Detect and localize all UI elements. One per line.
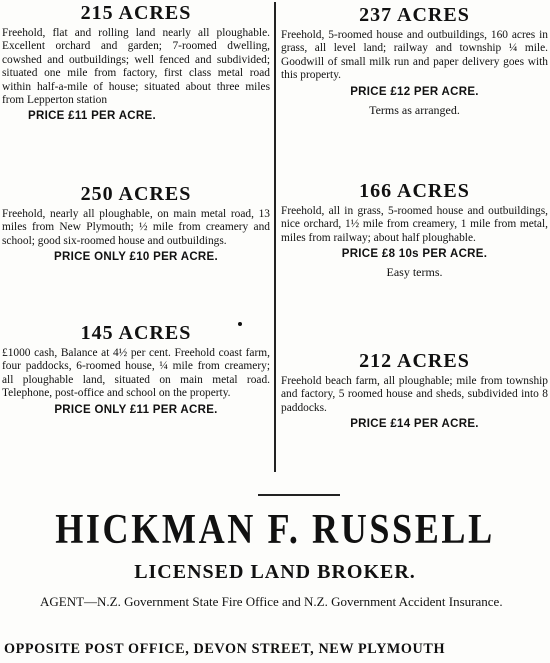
listing-description: Freehold, 5-roomed house and outbuildings, 160 acres in grass, all level land; railway and township ¼ mile. Goodwill of small milk run and paper delivery goes with this property. — [281, 29, 548, 82]
listing-heading: 215 ACRES — [80, 2, 192, 24]
listing-terms: Terms as arranged. — [369, 102, 460, 117]
listing-price: PRICE £11 PER ACRE. — [28, 110, 156, 123]
listing-price: PRICE £14 PER ACRE. — [350, 418, 479, 431]
ink-speck — [238, 322, 242, 326]
listing-price: PRICE ONLY £10 PER ACRE. — [54, 251, 218, 264]
advertiser-block — [0, 506, 550, 657]
column-divider — [274, 2, 276, 472]
listing-212-acres — [281, 350, 548, 432]
listing-heading: 237 ACRES — [359, 4, 470, 26]
section-divider — [258, 494, 340, 496]
listing-price: PRICE £12 PER ACRE. — [350, 85, 479, 98]
listing-250-acres — [2, 183, 270, 265]
listing-heading: 145 ACRES — [80, 322, 192, 344]
listing-price: PRICE £8 10s PER ACRE. — [341, 248, 488, 261]
listing-heading: 250 ACRES — [80, 183, 192, 205]
advertiser-name: HICKMAN F. RUSSELL — [55, 507, 495, 553]
listing-heading: 166 ACRES — [359, 180, 470, 202]
listing-price: PRICE ONLY £11 PER ACRE. — [54, 403, 218, 416]
listing-237-acres — [281, 4, 548, 118]
office-address: OPPOSITE POST OFFICE, DEVON STREET, NEW PLYMOUTH — [4, 641, 446, 657]
listing-description: £1000 cash, Balance at 4½ per cent. Freehold coast farm, four paddocks, 6-roomed house, ¼ mile from creamery; all ploughable land, situated on main metal road. Telephone, post-office and school on the property. — [2, 347, 270, 400]
agency-line: AGENT—N.Z. Government State Fire Office and N.Z. Government Accident Insurance. — [40, 594, 503, 609]
listing-description: Freehold, nearly all ploughable, on main metal road, 13 miles from New Plymouth; ½ mile from creamery and school; good six-roomed house and outbuildings. — [2, 208, 270, 247]
listing-description: Freehold, flat and rolling land nearly all ploughable. Excellent orchard and garden; 7-roomed dwelling, cowshed and outbuildings; well fenced and subdivided; situated one mile from factory, first class metal road within half-a-mile of house; situated about three miles from Lepperton station — [2, 27, 270, 107]
listing-145-acres — [2, 322, 270, 418]
listing-215-acres — [2, 2, 270, 124]
listing-heading: 212 ACRES — [359, 350, 470, 372]
listing-description: Freehold beach farm, all ploughable; mile from township and factory, 5 roomed house and sheds, subdivided into 8 paddocks. — [281, 375, 548, 414]
advertiser-role: LICENSED LAND BROKER. — [134, 561, 416, 583]
listing-terms: Easy terms. — [386, 265, 443, 280]
listing-166-acres — [281, 180, 548, 280]
listing-description: Freehold, all in grass, 5-roomed house and outbuildings, nice orchard, 1½ mile from creamery, 1 mile from metal, miles from railway; about half ploughable. — [281, 205, 548, 244]
